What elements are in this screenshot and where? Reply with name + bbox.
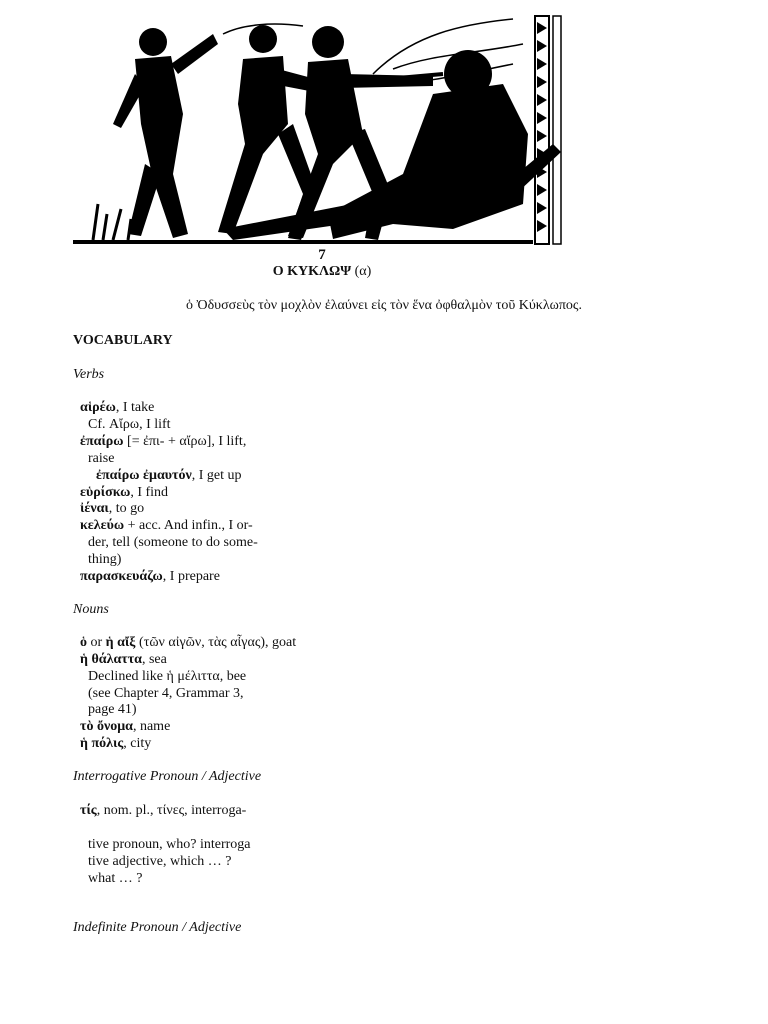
section-label-verbs: Verbs xyxy=(73,367,105,382)
vocab-entry: der, tell (someone to do some- xyxy=(88,535,258,550)
vocab-entry: κελεύω + acc. And infin., I or- xyxy=(80,518,253,533)
vocab-entry: εὑρίσκω, I find xyxy=(80,485,169,500)
vocab-entry: ἡ πόλις, city xyxy=(80,736,152,751)
vocab-entry: τὸ ὄνομα, name xyxy=(80,719,171,734)
vocab-entry: ἰέναι, to go xyxy=(80,501,145,516)
vocab-entry: tive pronoun, who? interroga xyxy=(88,837,251,852)
vocab-entry: Declined like ἡ μέλιττα, bee xyxy=(88,669,247,684)
section-label-interrogative: Interrogative Pronoun / Adjective xyxy=(73,769,262,784)
vocab-entry: what … ? xyxy=(88,871,143,886)
cyclops-vase-illustration xyxy=(73,14,576,246)
section-label-nouns: Nouns xyxy=(73,602,109,617)
vocab-entry: ἐπαίρω ἐμαυτόν, I get up xyxy=(96,468,242,483)
vocab-entry: αἱρέω, I take xyxy=(80,400,155,415)
vocabulary-heading: VOCABULARY xyxy=(73,333,173,348)
illustration-caption: ὁ Ὀδυσσεὺς τὸν μοχλὸν ἐλαύνει εἰς τὸν ἕνα ὀφθαλμὸν τοῦ Κύκλωπος. xyxy=(186,298,582,313)
vocab-entry: παρασκευάζω, I prepare xyxy=(80,569,220,584)
vocab-entry: thing) xyxy=(88,552,122,567)
vocab-entry: raise xyxy=(88,451,115,466)
vocab-entry: ἡ θάλαττα, sea xyxy=(80,652,167,667)
vocab-entry: ἐπαίρω [= ἐπι- + αἴρω], I lift, xyxy=(80,434,247,449)
vocab-entry: Cf. Αἴρω, I lift xyxy=(88,417,171,432)
vocab-entry: tive adjective, which … ? xyxy=(88,854,232,869)
vocab-entry: ὁ or ἡ αἴξ (τῶν αἰγῶν, τὰς αἶγας), goat xyxy=(80,635,297,650)
vocab-entry: τίς, nom. pl., τίνες, interroga- xyxy=(80,803,247,818)
chapter-number: 7 xyxy=(318,247,326,263)
chapter-part: (α) xyxy=(354,264,372,279)
vocab-entry: page 41) xyxy=(88,702,137,717)
section-label-indefinite: Indefinite Pronoun / Adjective xyxy=(73,920,242,935)
vocab-entry: (see Chapter 4, Grammar 3, xyxy=(88,686,244,701)
chapter-title-text: Ο ΚΥΚΛΩΨ xyxy=(272,264,352,279)
chapter-title xyxy=(0,264,644,280)
